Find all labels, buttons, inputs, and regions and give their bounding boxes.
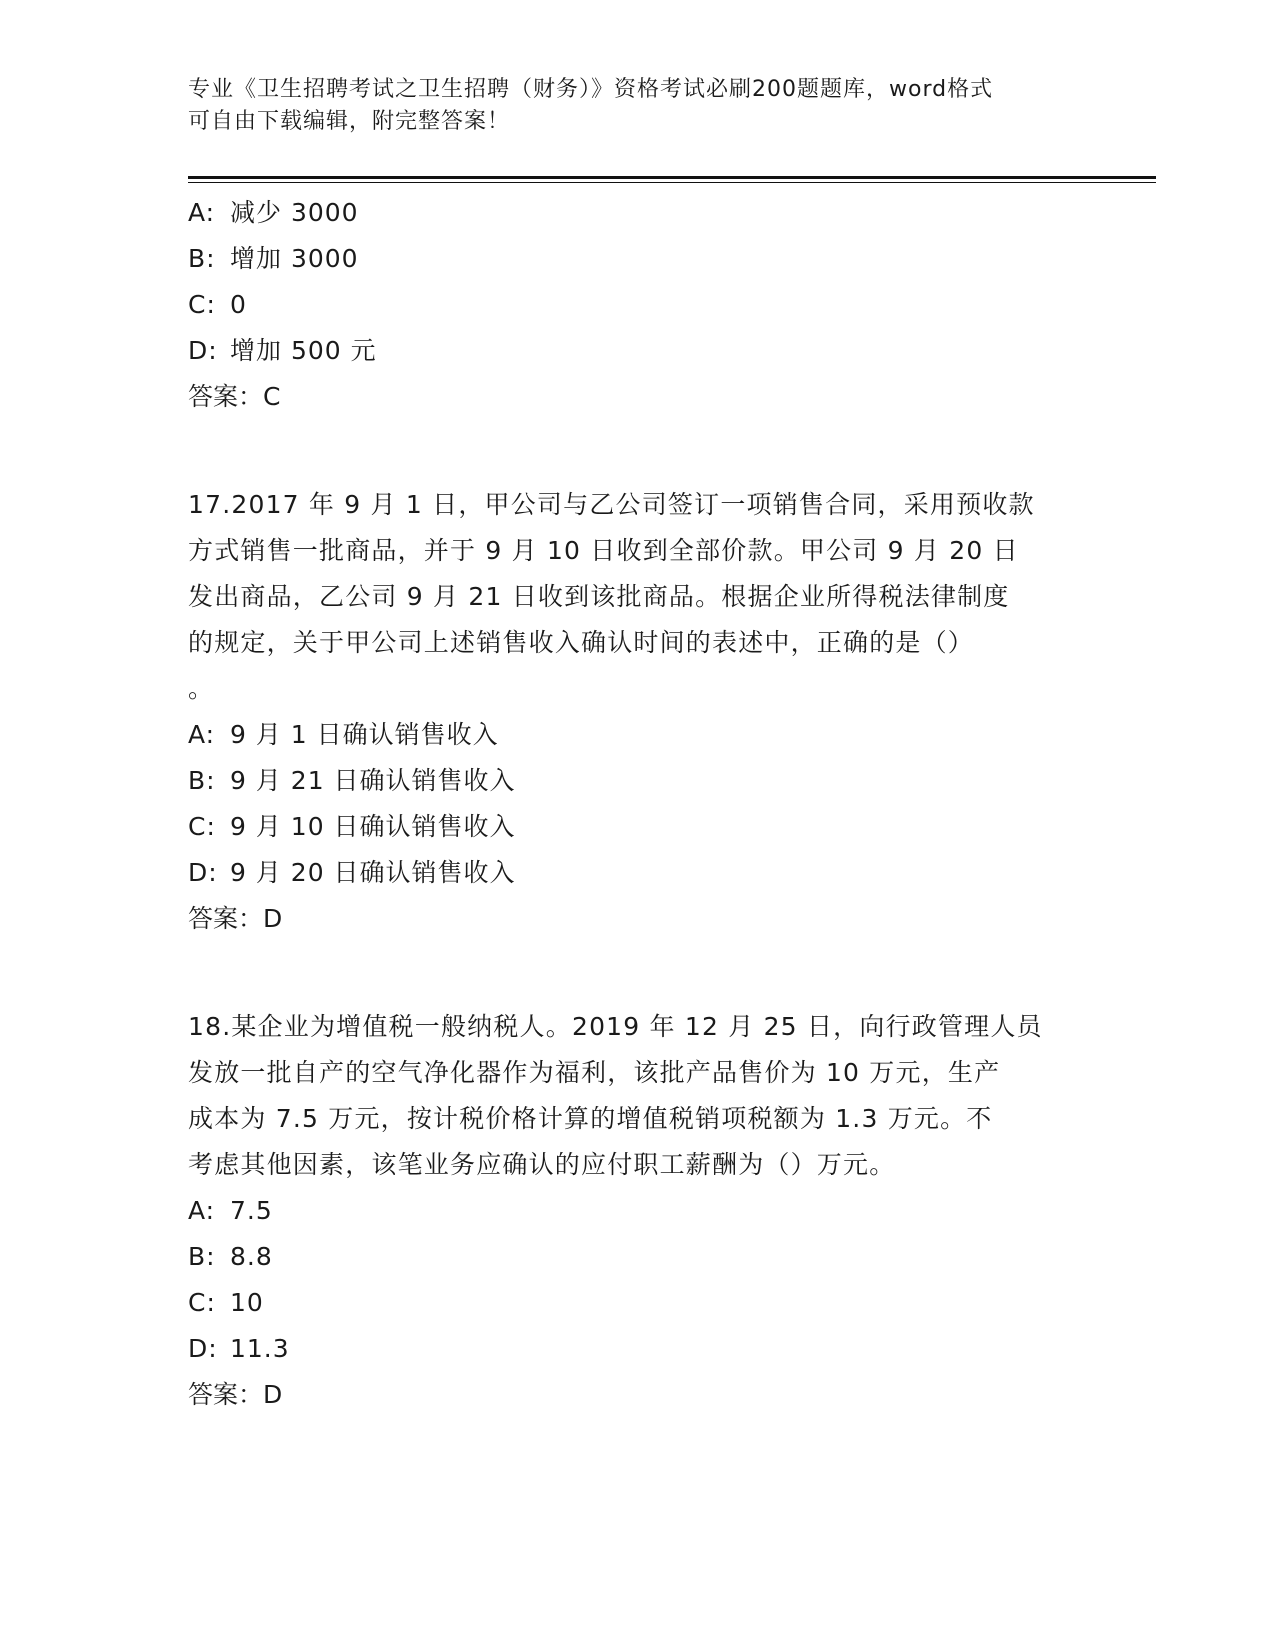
option-key: B:	[188, 1242, 216, 1271]
option-key: D:	[188, 336, 218, 365]
option-a	[188, 190, 1088, 236]
option-text: 8.8	[230, 1242, 273, 1271]
option-a	[188, 1188, 1088, 1234]
document-header	[188, 74, 1068, 138]
option-c	[188, 1280, 1088, 1326]
option-text: 9 月 10 日确认销售收入	[230, 812, 516, 841]
option-d	[188, 850, 1088, 896]
option-key: D:	[188, 858, 218, 887]
option-key: B:	[188, 766, 216, 795]
answer-label: 答案：D	[188, 904, 283, 933]
option-key: B:	[188, 244, 216, 273]
option-key: C:	[188, 1288, 216, 1317]
question-line: 的规定，关于甲公司上述销售收入确认时间的表述中，正确的是（）	[188, 628, 975, 657]
option-text: 减少 3000	[230, 198, 359, 227]
question-18	[188, 1004, 1088, 1418]
header-line-1: 专业《卫生招聘考试之卫生招聘（财务）》资格考试必刷200题题库，word格式	[188, 77, 994, 102]
option-text: 9 月 20 日确认销售收入	[230, 858, 516, 887]
option-text: 9 月 1 日确认销售收入	[230, 720, 499, 749]
option-text: 9 月 21 日确认销售收入	[230, 766, 516, 795]
option-d	[188, 328, 1088, 374]
question-17	[188, 482, 1088, 942]
option-key: A:	[188, 1196, 216, 1225]
option-c	[188, 282, 1088, 328]
option-key: A:	[188, 720, 216, 749]
question-line: 17.2017 年 9 月 1 日，甲公司与乙公司签订一项销售合同，采用预收款	[188, 490, 1035, 519]
option-key: C:	[188, 290, 216, 319]
option-text: 增加 500 元	[230, 336, 377, 365]
answer-label: 答案：D	[188, 1380, 283, 1409]
question-line: 18.某企业为增值税一般纳税人。2019 年 12 月 25 日，向行政管理人员	[188, 1012, 1043, 1041]
question-text	[188, 482, 1088, 712]
option-text: 0	[230, 290, 247, 319]
answer-label: 答案：C	[188, 382, 281, 411]
question-line: 发放一批自产的空气净化器作为福利，该批产品售价为 10 万元，生产	[188, 1058, 1001, 1087]
header-divider-thin	[188, 182, 1156, 183]
question-line: 发出商品，乙公司 9 月 21 日收到该批商品。根据企业所得税法律制度	[188, 582, 1010, 611]
header-line-2: 可自由下载编辑，附完整答案！	[188, 109, 511, 134]
option-c	[188, 804, 1088, 850]
question-line: 考虑其他因素，该笔业务应确认的应付职工薪酬为（）万元。	[188, 1150, 896, 1179]
question-line: 成本为 7.5 万元，按计税价格计算的增值税销项税额为 1.3 万元。不	[188, 1104, 993, 1133]
option-key: A:	[188, 198, 216, 227]
question-line: 方式销售一批商品，并于 9 月 10 日收到全部价款。甲公司 9 月 20 日	[188, 536, 1019, 565]
option-d	[188, 1326, 1088, 1372]
option-key: C:	[188, 812, 216, 841]
question-16-options	[188, 190, 1088, 420]
question-text	[188, 1004, 1088, 1188]
question-line: 。	[188, 674, 215, 703]
option-text: 10	[230, 1288, 264, 1317]
option-text: 增加 3000	[230, 244, 359, 273]
option-b	[188, 758, 1088, 804]
option-a	[188, 712, 1088, 758]
option-b	[188, 1234, 1088, 1280]
option-b	[188, 236, 1088, 282]
option-text: 7.5	[230, 1196, 273, 1225]
option-text: 11.3	[230, 1334, 290, 1363]
document-body	[188, 190, 1088, 1418]
option-key: D:	[188, 1334, 218, 1363]
header-divider-thick	[188, 176, 1156, 179]
